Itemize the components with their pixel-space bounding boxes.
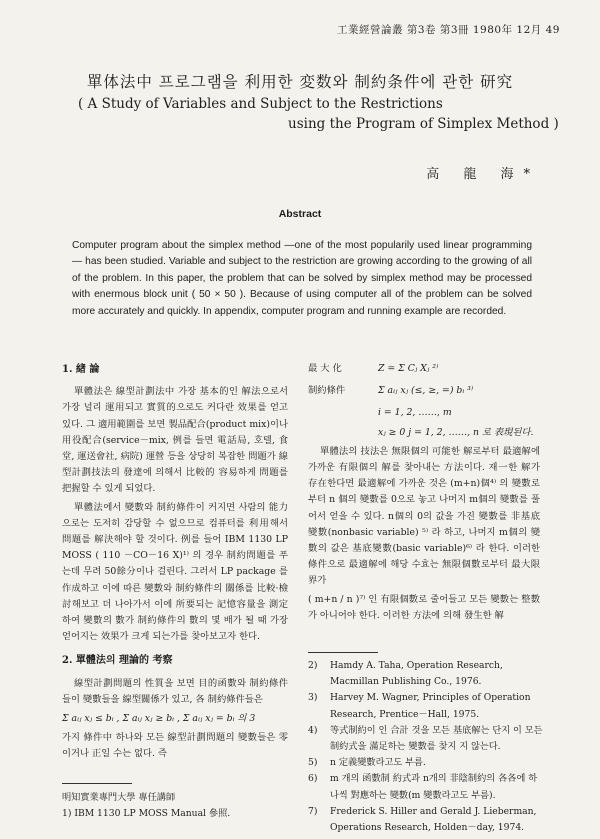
abstract-heading: Abstract (278, 208, 322, 220)
footnote-number: 2) (308, 660, 318, 671)
footnote-text: 等式制約이 인 合計 것을 모든 基底解는 단지 이 모든 制約式을 滿足하는 變數를 찾지 지 않는다. (330, 724, 543, 753)
footnote (308, 804, 544, 836)
equation-label: 制約條件 (308, 385, 346, 397)
footnote-text: m 개의 函數制 約式과 n개의 非陰制約의 各各에 하나씩 對應하는 變數(m 變數라고도 부름). (330, 773, 538, 801)
footnote-number: 5) (308, 757, 318, 769)
constraint-equation: Σ aᵢⱼ xⱼ ≤ bᵢ , Σ aᵢⱼ xⱼ ≥ bᵢ , Σ aᵢⱼ xⱼ = bᵢ 의 3 (62, 713, 256, 725)
section2-paragraph: 線型計劃問題의 性質을 보면 目的函數와 制約條件 들이 變數들을 線型關係가 있고, 各 制約條件들은 (62, 677, 288, 705)
abstract-text: Computer program about the simplex method —one of the most popularily used linear programming— has been studied. Variable and subject to the restriction are growing according to the growing of all of the problem. In this paper, the problem that can be solved by simplex method may be processed with enermous block unit ( 50 × 50 ). Because of using computer all of the problem can be solved more accurately and quickly. In appendix, computer program and running example are recorded. (72, 240, 532, 317)
footnote-text: Harvey M. Wagner, Principles of Operation Research, Prentice－Hall, 1975. (330, 692, 531, 720)
footnote-number: 3) (308, 692, 318, 704)
right-column (308, 358, 540, 626)
paper-title-korean: 單体法中 프로그램을 利用한 変数와 制約条件에 관한 研究 (86, 73, 514, 91)
paper-title-english-line2: using the Program of Simplex Method ) (288, 116, 559, 132)
equation-body: Z = Σ Cⱼ Xⱼ ²⁾ (378, 363, 439, 374)
author-name: 高 龍 海* (426, 167, 540, 182)
section1-paragraph: 單體法에서 變數와 制約條件이 커지면 사람의 能力으로는 도저히 감당할 수 없으므로 컴퓨터를 利用해서 問題를 解決해야 할 것이다. 例를 들어 IBM 1130 LP MOSS ( 110 －CO－16 X)¹⁾ 의 경우 制約問題를 푸는데 무려 50餘分이나 걸린다. 그러서 LP package 를 作成하고 이에 따른 變數와 制約條件의 關係를 比較·檢討해보고 더 나아가서 이에 所要되는 記憶容量을 測定하여 變數의 數가 制約條件의 數의 몇 배가 될 때 가장 얻어지는 效果가 크게 되는가를 찾아보고자 한다. (62, 501, 288, 643)
footnote-text: n 定義變數라고도 부름. (330, 757, 426, 769)
running-header: 工業經營論叢 第3卷 第3冊 1980年 12月 49 (337, 24, 560, 36)
body-paragraph: ( m+n / n )⁷⁾ 인 有限個數로 줄어들고 모든 變數는 整數가 아니어야 한다. 이러한 方法에 의해 發生한 解 (308, 593, 540, 621)
footnote-text: Hamdy A. Taha, Operation Research, Macmillan Publishing Co., 1976. (330, 660, 503, 688)
footnote (308, 690, 544, 722)
section2-heading: 2. 單體法의 理論的 考察 (62, 655, 173, 667)
constraint-equation (308, 380, 540, 402)
footnote-number: 7) (308, 805, 318, 817)
author-affiliation: 明知實業專門大學 專任講師 (62, 792, 176, 803)
equation-label: 最 大 化 (308, 363, 342, 374)
footnote (308, 771, 544, 803)
body-paragraph: 單體法의 技法은 無限個의 可能한 解로부터 最適解에 가까운 有限個의 解를 찾아내는 方法이다. 재一한 解가 存在한다면 最適解에 가까운 것은 (m+n)個⁴⁾ 의 變數로부터 n 個의 變數를 0으로 놓고 나머지 m個의 變數를 풀어서 얻을 수 있다. n個의 0의 값을 가진 變數를 非基底變數(nonbasic variable) ⁵⁾ 라 하고, 나머지 m個의 變數의 값은 基底變數(basic variable)⁶⁾ 라 한다. 이러한 條件으로 最適解에 해당 수효는 無限個數로부터 最大限界가 (308, 445, 540, 587)
footnote-divider (62, 783, 132, 784)
equation-body: Σ aᵢⱼ xⱼ (≤, ≥, =) bᵢ ³⁾ (378, 385, 474, 397)
nonnegativity-equation: xⱼ ≥ 0 j = 1, 2, ……, n 로 表現된다. (378, 426, 534, 438)
footnote-number: 4) (308, 724, 318, 736)
left-footnotes (62, 790, 288, 822)
objective-equation (308, 358, 540, 380)
index-range-equation: i = 1, 2, ……, m (378, 407, 452, 419)
section2-paragraph: 가지 條件中 하나와 모든 線型計劃問題의 變數들은 零이거나 正일 수는 없다. 즉 (62, 732, 288, 760)
footnote (308, 658, 544, 690)
footnote-text: Frederick S. Hiller and Gerald J. Lieberman, Operations Research, Holden－day, 1974. (330, 805, 537, 834)
footnote (308, 755, 544, 771)
footnote-divider (308, 652, 378, 653)
section1-paragraph: 單體法은 線型計劃法中 가장 基本的인 解法으로서 가장 널리 運用되고 實質的으로도 커다란 效果를 얻고 있다. 그 適用範圍를 보면 製品配合(product mix)이나 用役配合(service－mix, 例를 들면 電話局, 호텔, 食堂, 運送會社, 病院) 運營 등을 상당히 복잡한 問題가 線型計劃技法의 發達에 의해서 比較的 容易하게 問題를 把握할 수 있게 되었다. (62, 386, 288, 495)
footnote-number: 6) (308, 773, 318, 785)
right-footnotes (308, 658, 544, 836)
left-column (62, 358, 288, 765)
footnote: 1) IBM 1130 LP MOSS Manual 參照. (62, 808, 231, 819)
footnote (308, 723, 544, 755)
section1-heading: 1. 緖 論 (62, 364, 100, 375)
paper-title-english-line1: ( A Study of Variables and Subject to the Restrictions (78, 96, 443, 112)
